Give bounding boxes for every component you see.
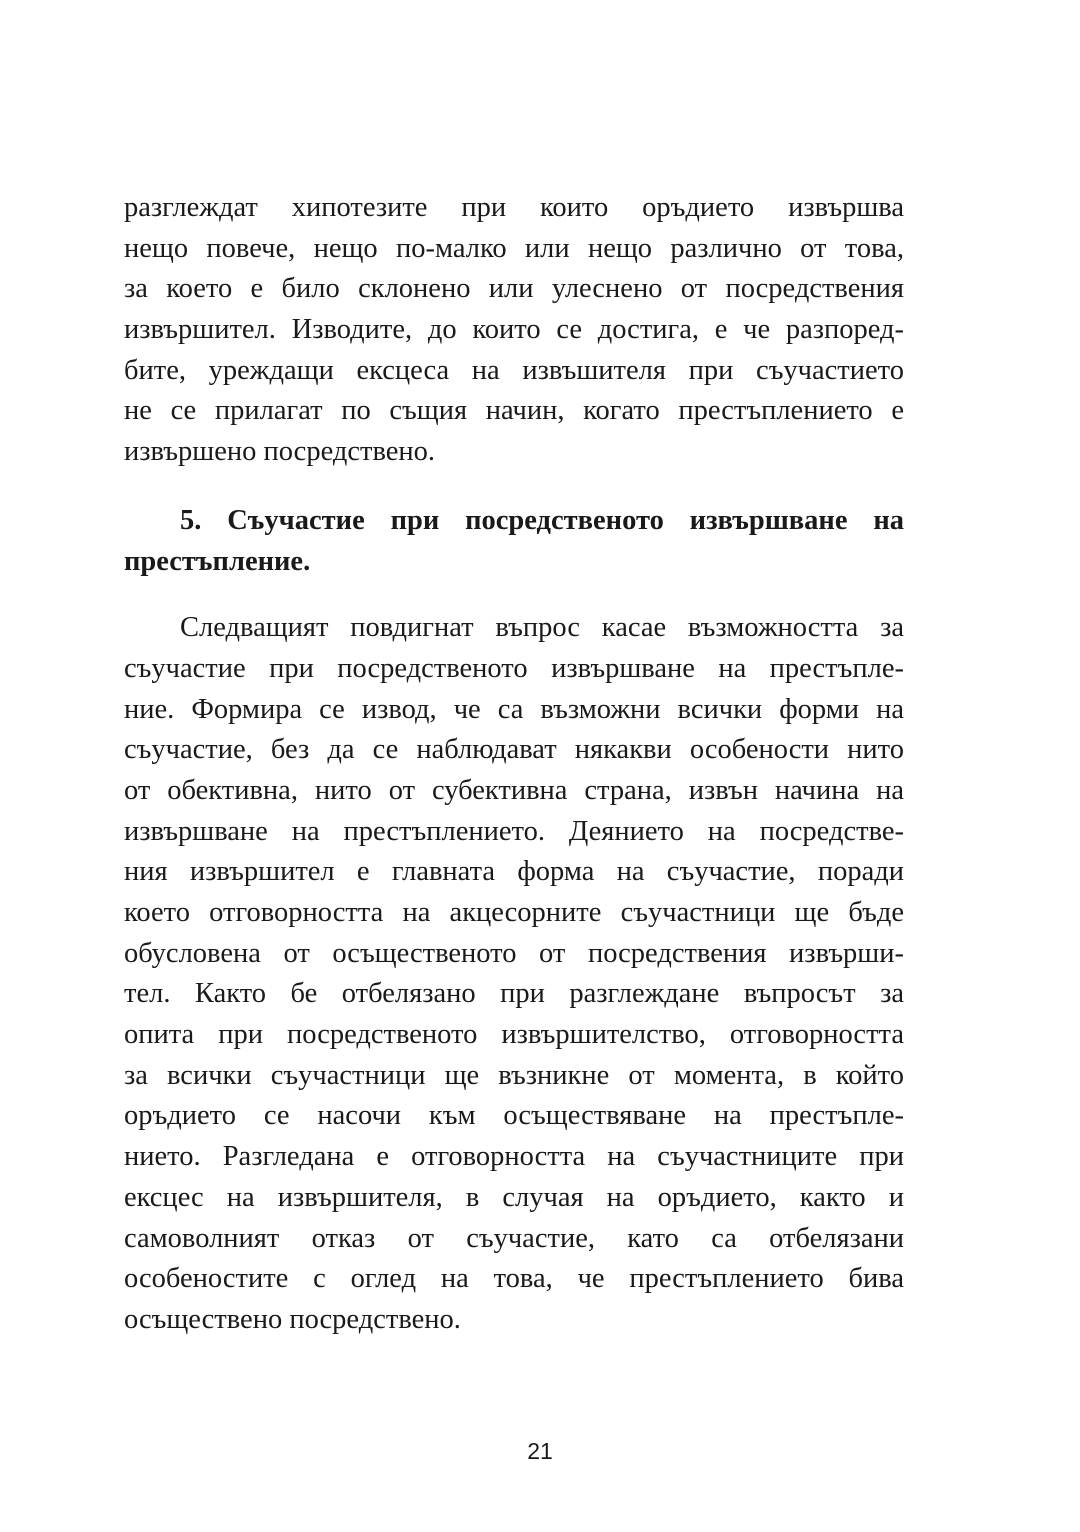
text-line: извършител. Изводите, до които се достига, е че разпоред- (124, 314, 904, 346)
text-line: съучастие, без да се наблюдават някакви особености нито (124, 734, 904, 766)
text-line: нещо повече, нещо по-малко или нещо различно от това, (124, 232, 904, 264)
paragraph-complicity (124, 608, 904, 1340)
text-line: за което е било склонено или улеснено от посредствения (124, 273, 904, 305)
text-line: обусловена от осъщественото от посредствения извърши- (124, 937, 904, 969)
text-line: което отговорността на акцесорните съучастници ще бъде (124, 897, 904, 928)
section-heading (124, 501, 904, 582)
page-number: 21 (527, 1438, 553, 1464)
heading-line: 5. Съучастие при посредственото извършване на (180, 504, 904, 536)
text-line: ексцес на извършителя, в случая на оръдието, както и (124, 1181, 904, 1213)
text-line: извършено посредствено. (124, 436, 436, 468)
text-line: бите, уреждащи ексцеса на извъшителя при съучастието (124, 354, 904, 386)
paragraph-excess-hypotheses (124, 188, 904, 473)
text-line: не се прилагат по същия начин, когато престъплението е (124, 395, 904, 427)
text-line: разглеждат хипотезите при които оръдието извършва (124, 192, 904, 223)
text-line: извършване на престъплението. Деянието на посредстве- (124, 815, 904, 847)
text-line: особеностите с оглед на това, че престъплението бива (124, 1263, 904, 1295)
text-line: съучастие при посредственото извършване на престъпле- (124, 652, 904, 684)
text-line: осъществено посредствено. (124, 1303, 461, 1335)
text-line: ние. Формира се извод, че са възможни всички форми на (124, 693, 904, 725)
text-line: Следващият повдигнат въпрос касае възможността за (180, 612, 904, 644)
text-line: опита при посредственото извършителство, отговорността (124, 1019, 904, 1051)
text-line: оръдието се насочи към осъществяване на престъпле- (124, 1100, 904, 1132)
heading-line: престъпление. (124, 545, 311, 577)
text-line: нието. Разгледана е отговорността на съучастниците при (124, 1141, 904, 1173)
text-line: ния извършител е главната форма на съучастие, поради (124, 856, 904, 888)
text-line: от обективна, нито от субективна страна, извън начина на (124, 774, 904, 806)
text-line: самоволният отказ от съучастие, като са отбелязани (124, 1222, 904, 1254)
document-page (124, 188, 904, 1341)
text-line: за всички съучастници ще възникне от момента, в който (124, 1059, 904, 1091)
text-line: тел. Както бе отбелязано при разглеждане въпросът за (124, 978, 904, 1010)
